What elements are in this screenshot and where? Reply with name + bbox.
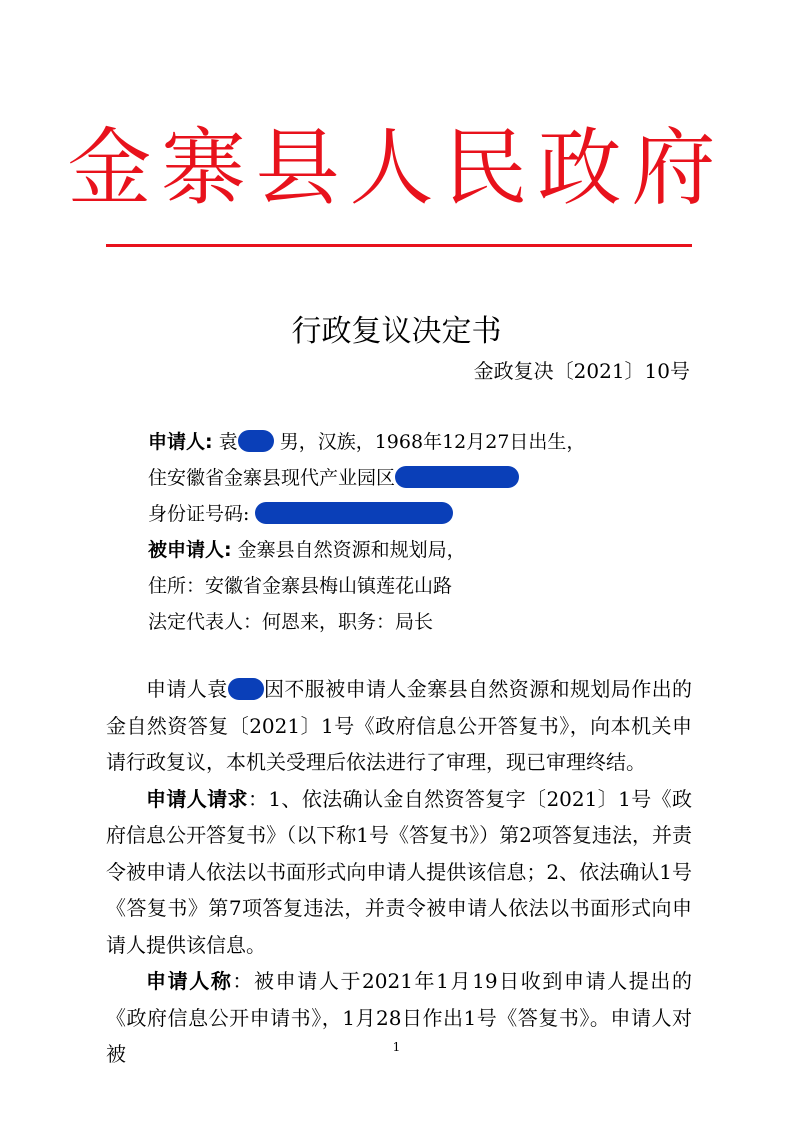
p3-text: ：被申请人于2021年1月19日收到申请人提出的《政府信息公开申请书》，1月28日作出1号《答复书》。申请人对被 — [106, 969, 692, 1066]
id-label: 身份证号码: — [148, 503, 250, 525]
applicant-name-start: 袁 — [218, 431, 238, 453]
page-number: 1 — [392, 1040, 401, 1054]
redaction-mark — [395, 466, 519, 488]
redaction-mark — [228, 678, 264, 700]
document-title: 行政复议决定书 — [291, 314, 502, 349]
p3-label: 申请人称 — [146, 969, 233, 993]
p1-rest: 因不服被申请人金寨县自然资源和规划局作出的金自然资答复〔2021〕1号《政府信息公开答复书》，向本机关申请行政复议，本机关受理后依法进行了审理，现已审理终结。 — [106, 677, 693, 774]
respondent-name: 金寨县自然资源和规划局， — [237, 539, 466, 561]
respondent-address: 住所：安徽省金寨县梅山镇莲花山路 — [148, 575, 453, 597]
paragraph-intro — [106, 671, 692, 781]
agency-header: 金寨县人民政府 — [67, 119, 726, 217]
p2-label: 申请人请求 — [146, 786, 248, 811]
p2-text: ：1、依法确认金自然资答复字〔2021〕1号《政府信息公开答复书》（以下称1号《答复书》）第2项答复违法，并责令被申请人依法以书面形式向申请人提供该信息；2、依法确认1号《答复书》第7项答复违法，并责令被申请人依法以书面形式向申请人提供该信息。 — [106, 786, 692, 957]
applicant-line — [148, 425, 708, 459]
p1-prefix: 申请人袁 — [146, 677, 228, 701]
paragraph-claim — [106, 963, 692, 1073]
paragraph-request — [106, 781, 692, 964]
legal-representative: 法定代表人：何恩来，职务：局长 — [148, 611, 434, 633]
id-line — [148, 497, 708, 531]
applicant-address: 住安徽省金寨县现代产业园区 — [148, 467, 396, 489]
applicant-details: 男，汉族，1968年12月27日出生， — [279, 431, 586, 453]
address-line — [148, 461, 708, 495]
redaction-mark — [255, 502, 453, 524]
respondent-line — [148, 533, 708, 567]
header-red-rule — [106, 244, 692, 247]
respondent-label: 被申请人: — [148, 539, 232, 561]
applicant-label: 申请人: — [148, 431, 213, 453]
redaction-mark — [238, 430, 274, 452]
document-number: 金政复决〔2021〕10号 — [473, 359, 690, 383]
body-text — [106, 671, 692, 1073]
